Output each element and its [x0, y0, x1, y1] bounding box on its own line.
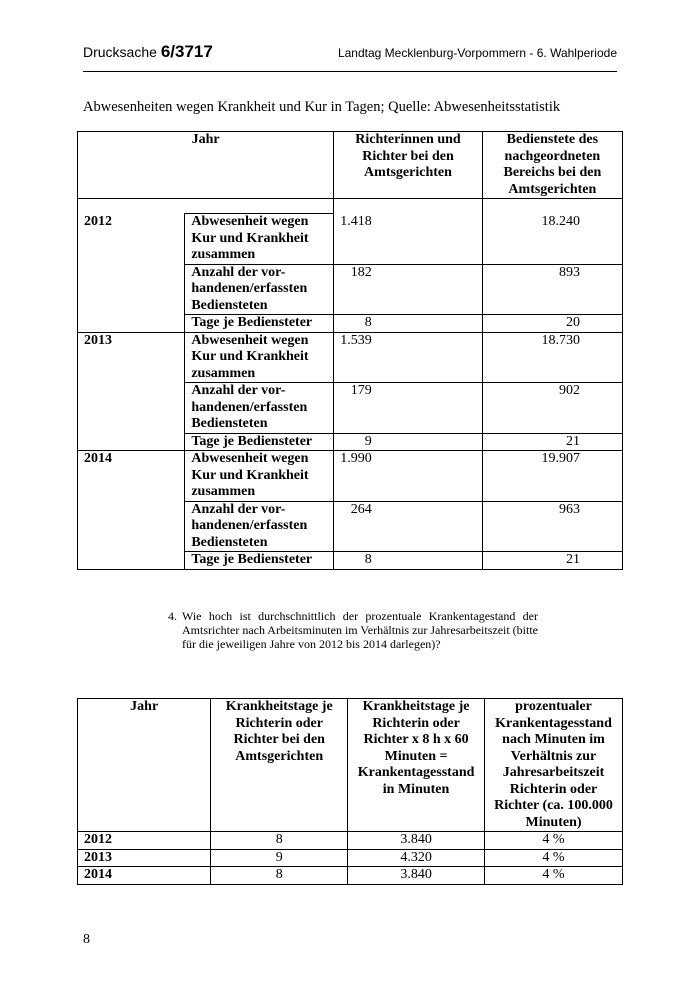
- header-parliament: Landtag Mecklenburg-Vorpommern - 6. Wahlperiode: [337, 46, 617, 60]
- row-label: Anzahl der vor-handenen/erfassten Bediensteten: [185, 383, 334, 434]
- judges-value: 8: [334, 552, 483, 570]
- year-cell: 2014: [78, 867, 211, 885]
- sick-percent-value: 4 %: [485, 832, 623, 850]
- sick-minutes-value: 3.840: [348, 832, 485, 850]
- row-label: Abwesenheit wegen Kur und Krankheit zusammen: [185, 214, 334, 265]
- judges-value: 1.418: [334, 214, 483, 265]
- col-header-staff: Bedienstete des nachgeordneten Bereichs bei den Amtsgerichten: [482, 132, 622, 199]
- staff-value: 19.907: [482, 451, 622, 502]
- judges-value: 8: [334, 315, 483, 333]
- question-number: 4.: [168, 609, 177, 623]
- year-cell: 2013: [78, 332, 185, 451]
- col-header-sick-days: Krankheitstage je Richterin oder Richter bei den Amtsgerichten: [211, 699, 348, 832]
- judges-value: 264: [334, 501, 483, 552]
- table-caption: Abwesenheiten wegen Krankheit und Kur in Tagen; Quelle: Abwesenheitsstatistik: [83, 99, 561, 115]
- staff-value: 902: [482, 383, 622, 434]
- staff-value: 21: [482, 552, 622, 570]
- year-cell: 2012: [78, 214, 185, 333]
- staff-value: 21: [482, 433, 622, 451]
- header-divider: [83, 71, 617, 72]
- spacer-cell: [78, 199, 334, 214]
- question-text: Wie hoch ist durchschnittlich der prozentuale Krankentagestand der Amtsrichter nach Arbeitsminuten im Verhältnis zur Jahresarbeitszeit (bitte für die jeweiligen Jahre von 2012 bis 2014 darlegen)?: [182, 609, 539, 651]
- spacer-cell: [482, 199, 622, 214]
- sick-rate-table: [77, 698, 623, 885]
- question-4: [168, 609, 538, 651]
- row-label: Anzahl der vor-handenen/erfassten Bediensteten: [185, 501, 334, 552]
- sick-days-value: 8: [211, 867, 348, 885]
- judges-value: 1.990: [334, 451, 483, 502]
- staff-value: 18.240: [482, 214, 622, 265]
- row-label: Abwesenheit wegen Kur und Krankheit zusammen: [185, 332, 334, 383]
- row-label: Tage je Bediensteter: [185, 315, 334, 333]
- row-label: Abwesenheit wegen Kur und Krankheit zusammen: [185, 451, 334, 502]
- row-label: Tage je Bediensteter: [185, 433, 334, 451]
- col-header-sick-percent: prozentualer Krankentagesstand nach Minuten im Verhältnis zur Jahresarbeitszeit Richterin oder Richter (ca. 100.000 Minuten): [485, 699, 623, 832]
- sick-minutes-value: 3.840: [348, 867, 485, 885]
- col-header-year: Jahr: [78, 132, 334, 199]
- header-doc-number: 6/3717: [160, 42, 213, 61]
- page-number: 8: [83, 932, 90, 947]
- year-cell: 2014: [78, 451, 185, 570]
- row-label: Tage je Bediensteter: [185, 552, 334, 570]
- staff-value: 963: [482, 501, 622, 552]
- sick-minutes-value: 4.320: [348, 849, 485, 867]
- col-header-year: Jahr: [78, 699, 211, 832]
- judges-value: 1.539: [334, 332, 483, 383]
- absence-table: [77, 131, 623, 570]
- sick-days-value: 9: [211, 849, 348, 867]
- sick-percent-value: 4 %: [485, 867, 623, 885]
- judges-value: 182: [334, 264, 483, 315]
- year-cell: 2013: [78, 849, 211, 867]
- col-header-sick-minutes: Krankheitstage je Richterin oder Richter x 8 h x 60 Minuten = Krankentagesstand in Minuten: [348, 699, 485, 832]
- row-label: Anzahl der vor-handenen/erfassten Bediensteten: [185, 264, 334, 315]
- spacer-cell: [334, 199, 483, 214]
- sick-percent-value: 4 %: [485, 849, 623, 867]
- staff-value: 893: [482, 264, 622, 315]
- sick-days-value: 8: [211, 832, 348, 850]
- staff-value: 18.730: [482, 332, 622, 383]
- header-doc-ref: [83, 42, 213, 62]
- col-header-judges: Richterinnen und Richter bei den Amtsgerichten: [334, 132, 483, 199]
- judges-value: 179: [334, 383, 483, 434]
- year-cell: 2012: [78, 832, 211, 850]
- staff-value: 20: [482, 315, 622, 333]
- judges-value: 9: [334, 433, 483, 451]
- header-label: Drucksache: [83, 44, 157, 60]
